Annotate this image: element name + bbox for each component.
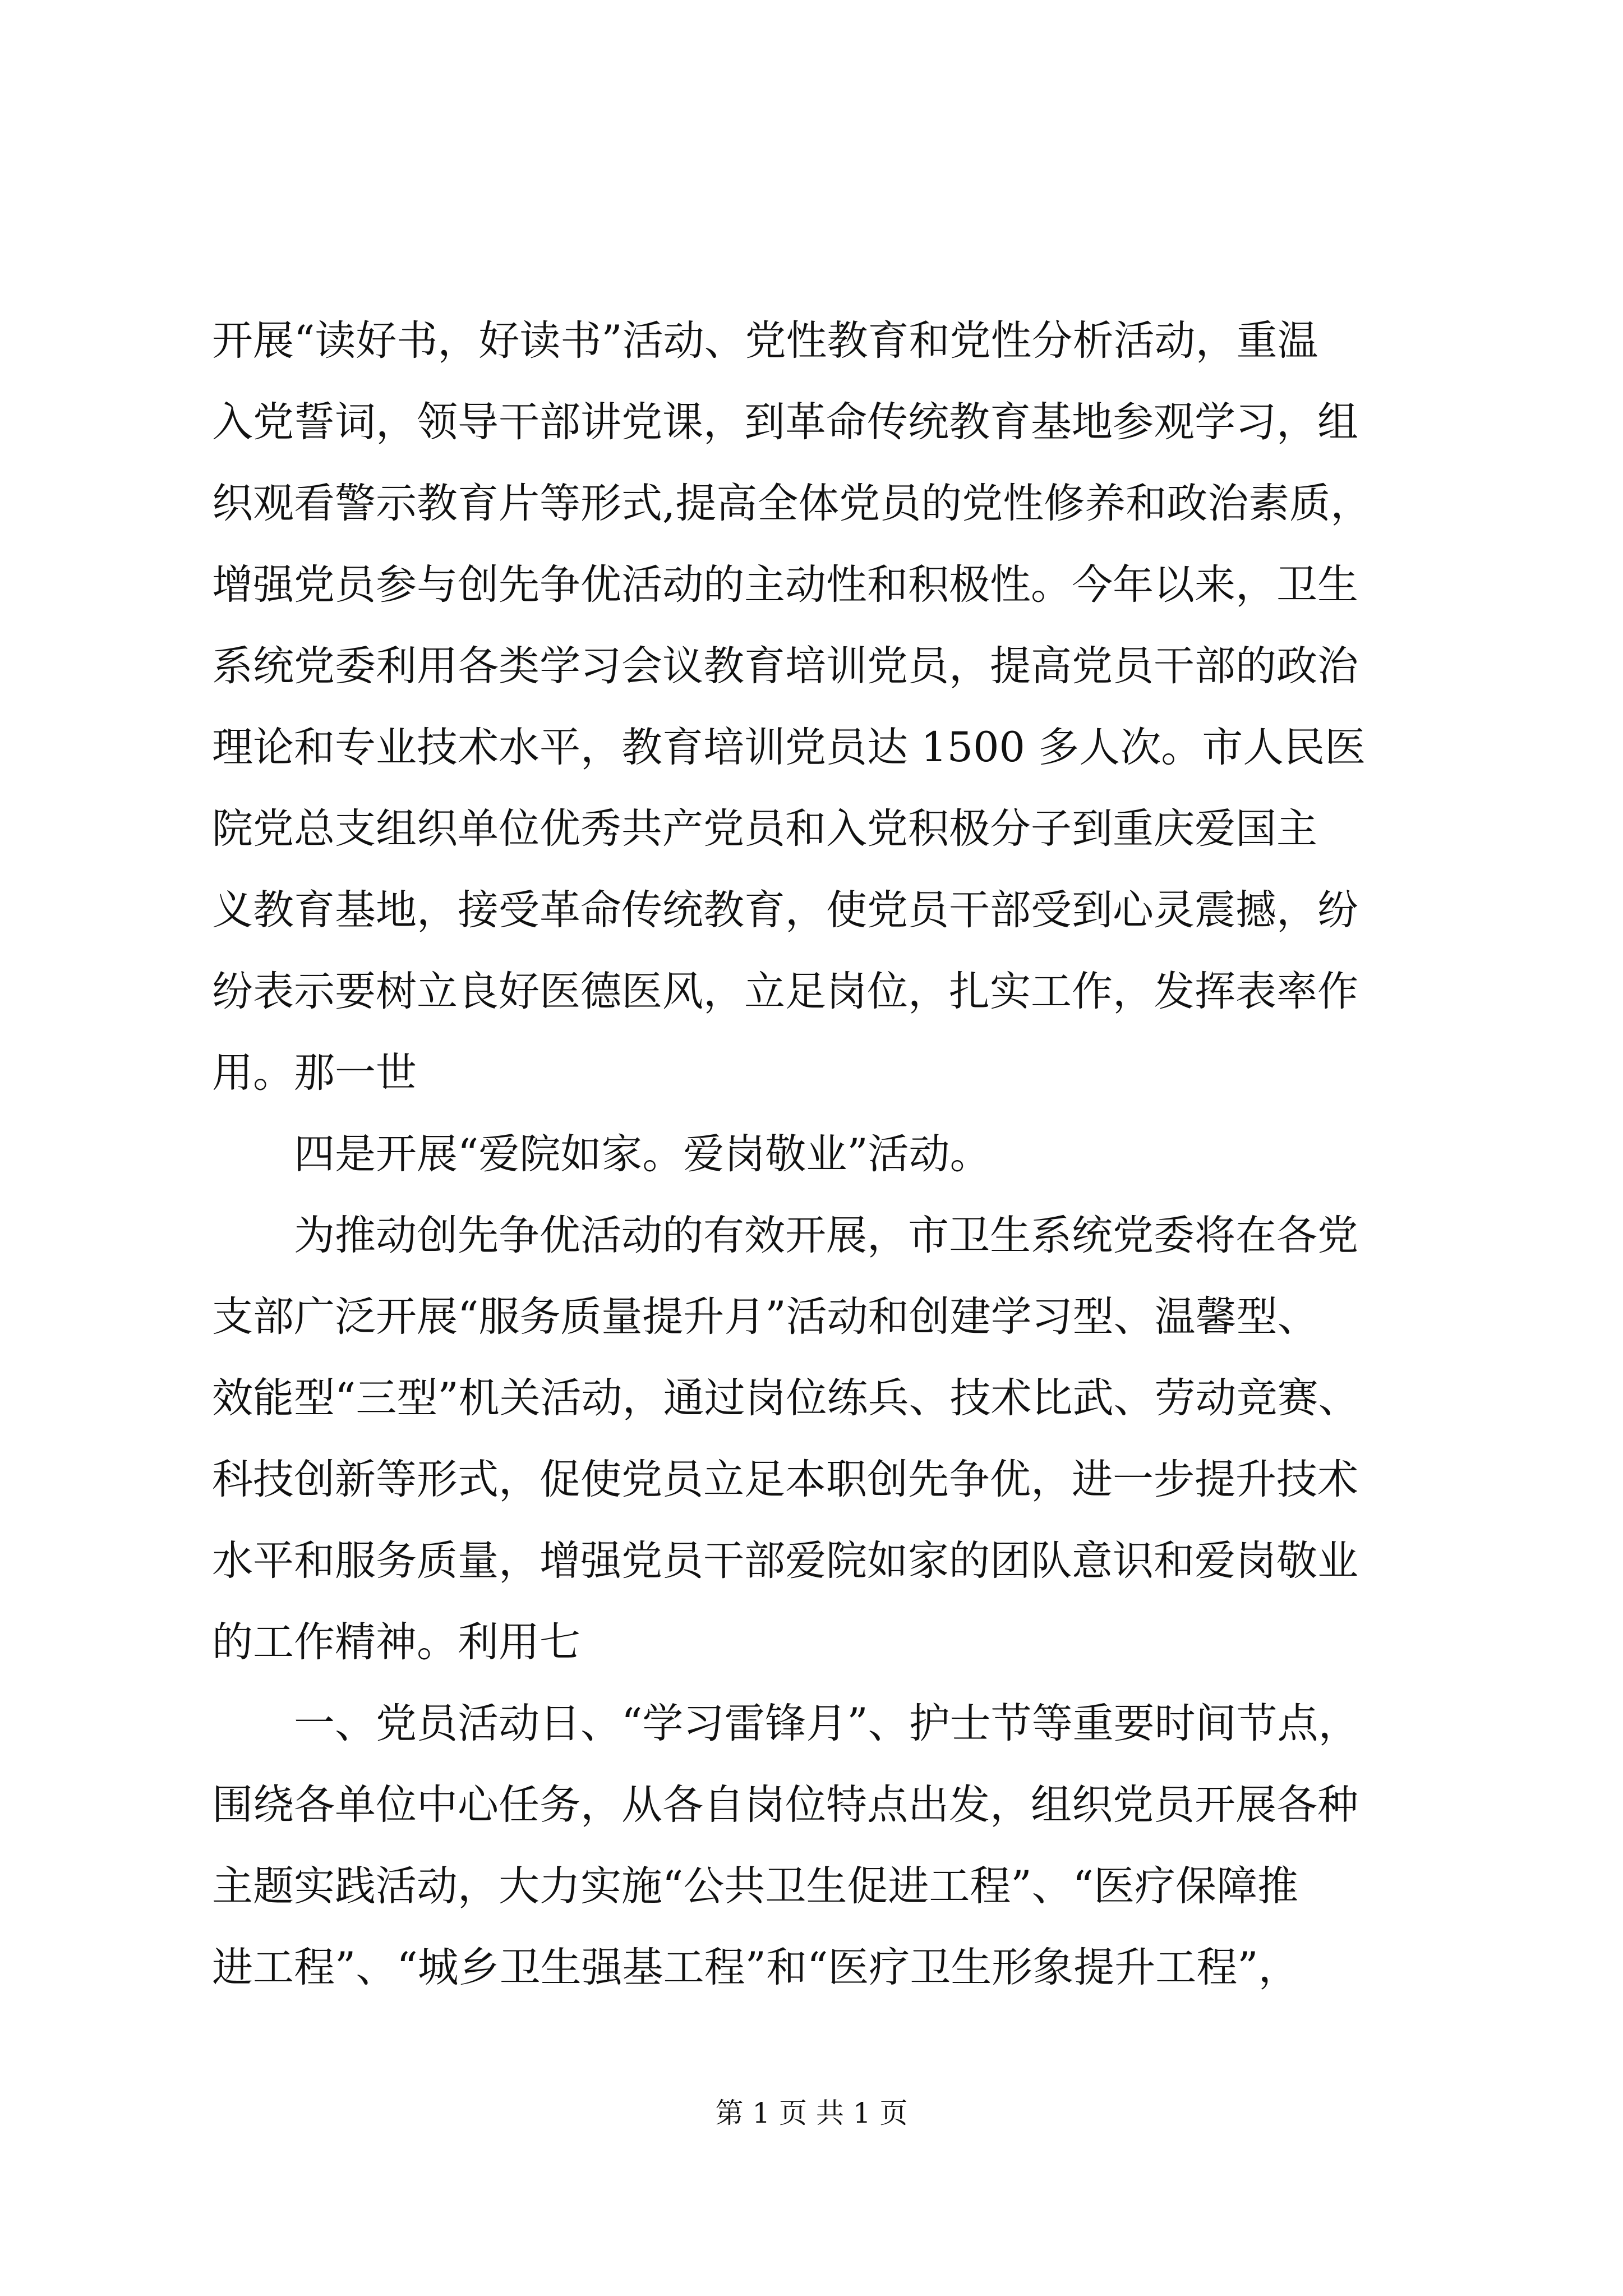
text-line: 水平和服务质量，增强党员干部爱院如家的团队意识和爱岗敬业 bbox=[212, 1537, 1358, 1585]
text-line: 织观看警示教育片等形式,提高全体党员的党性修养和政治素质， bbox=[212, 480, 1372, 527]
text-line: 科技创新等形式，促使党员立足本职创先争优，进一步提升技术 bbox=[212, 1456, 1358, 1503]
text-line: 入党誓词，领导干部讲党课，到革命传统教育基地参观学习，组 bbox=[212, 398, 1358, 446]
paragraph-start: 一、党员活动日、“学习雷锋月”、护士节等重要时间节点， bbox=[294, 1700, 1359, 1747]
text-line: 增强党员参与创先争优活动的主动性和积极性。今年以来，卫生 bbox=[212, 561, 1358, 609]
text-line: 效能型“三型”机关活动，通过岗位练兵、技术比武、劳动竞赛、 bbox=[212, 1374, 1359, 1422]
text-line: 纷表示要树立良好医德医风，立足岗位，扎实工作，发挥表率作 bbox=[212, 968, 1358, 1015]
text-line: 围绕各单位中心任务，从各自岗位特点出发，组织党员开展各种 bbox=[212, 1781, 1358, 1829]
text-line: 系统党委利用各类学习会议教育培训党员，提高党员干部的政治 bbox=[212, 642, 1358, 690]
page-number-footer: 第 1 页 共 1 页 bbox=[715, 2097, 908, 2129]
text-line: 用。那一世 bbox=[212, 1049, 417, 1097]
text-line: 主题实践活动，大力实施“公共卫生促进工程”、“医疗保障推 bbox=[212, 1862, 1298, 1910]
text-line: 开展“读好书，好读书”活动、党性教育和党性分析活动，重温 bbox=[212, 317, 1318, 365]
text-line: 院党总支组织单位优秀共产党员和入党积极分子到重庆爱国主 bbox=[212, 805, 1317, 853]
document-body bbox=[212, 300, 1474, 2008]
text-line: 进工程”、“城乡卫生强基工程”和“医疗卫生形象提升工程”， bbox=[212, 1944, 1299, 1991]
paragraph-start: 为推动创先争优活动的有效开展，市卫生系统党委将在各党 bbox=[294, 1212, 1358, 1259]
text-line: 的工作精神。利用七 bbox=[212, 1618, 580, 1666]
section-heading: 四是开展“爱院如家。爱岗敬业”活动。 bbox=[294, 1130, 991, 1178]
text-line: 理论和专业技术水平，教育培训党员达 1500 多人次。市人民医 bbox=[212, 724, 1366, 771]
text-line: 支部广泛开展“服务质量提升月”活动和创建学习型、温馨型、 bbox=[212, 1293, 1318, 1341]
text-line: 义教育基地，接受革命传统教育，使党员干部受到心灵震撼，纷 bbox=[212, 886, 1358, 934]
